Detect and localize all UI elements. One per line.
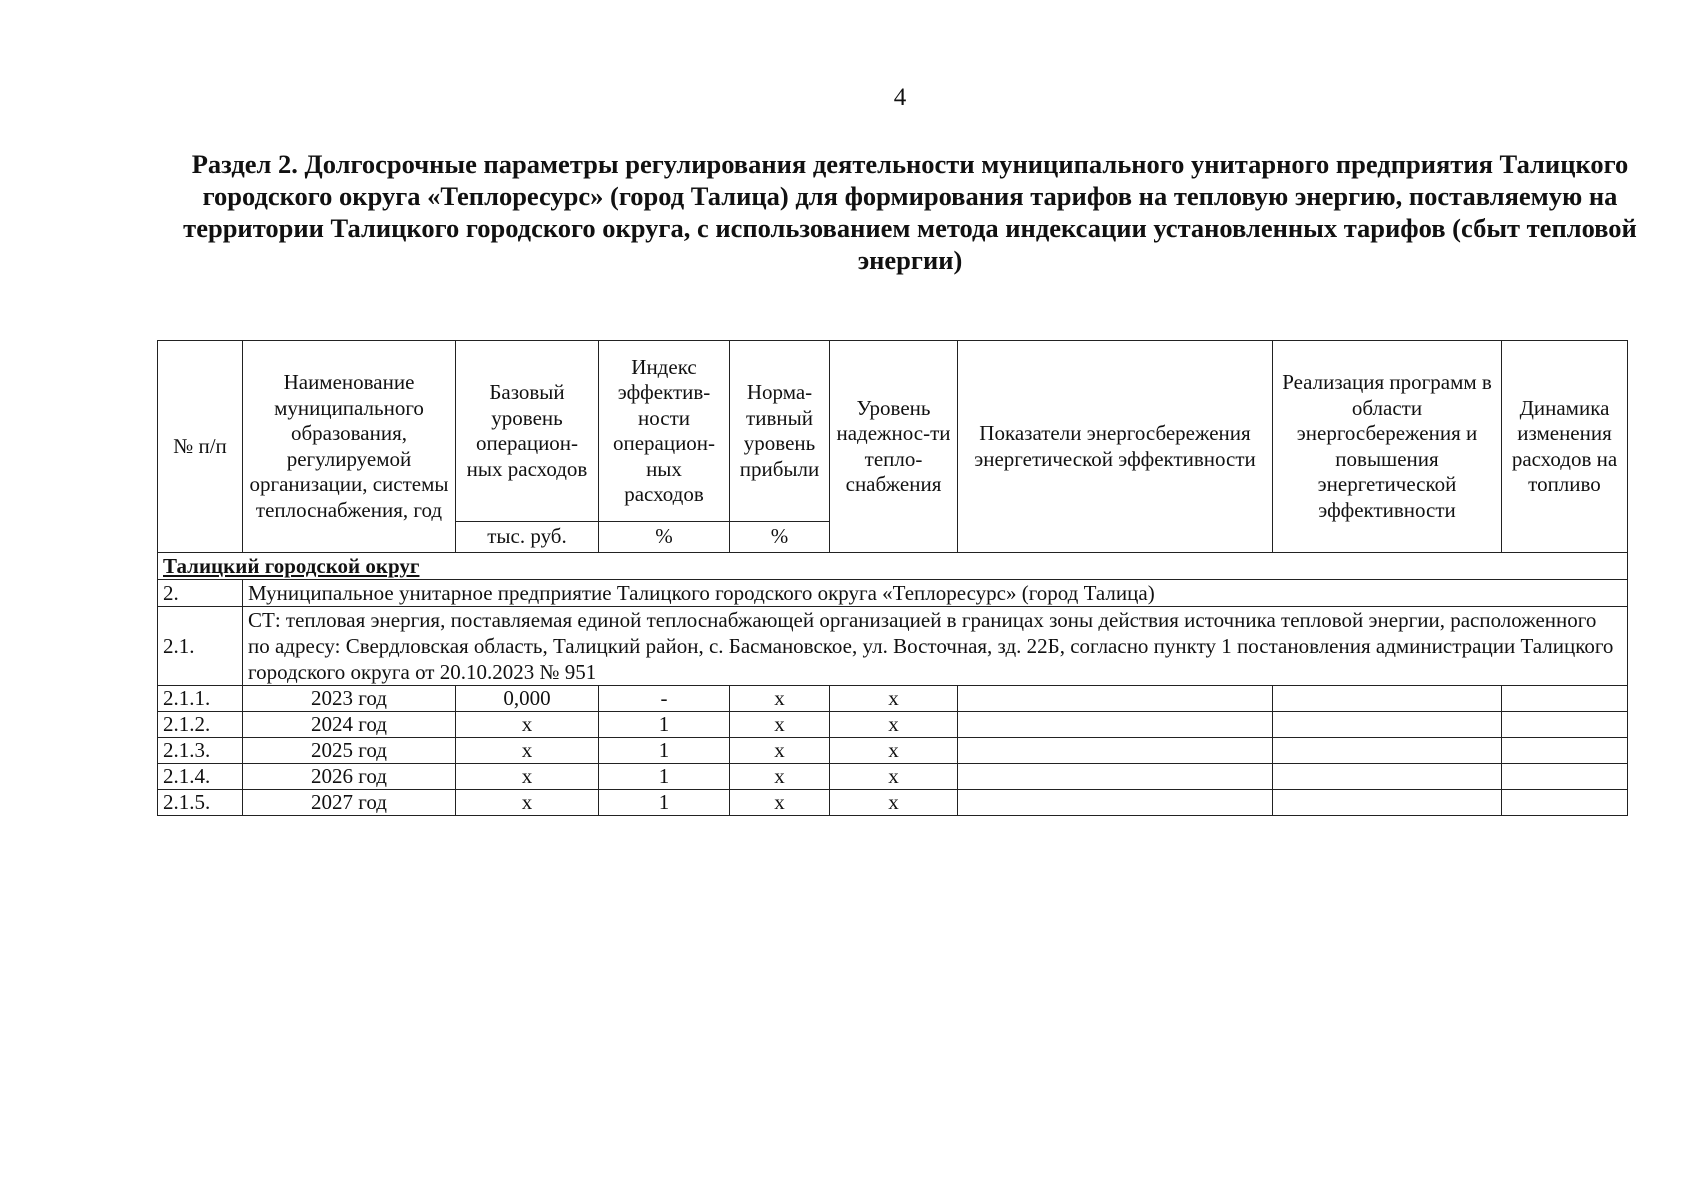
row-energy-saving xyxy=(958,790,1273,816)
header-name: Наименование муниципального образования, регулируемой организации, системы теплоснабжения, год xyxy=(243,341,456,553)
header-base-opex: Базовый уровень операцион-ных расходов xyxy=(456,341,599,522)
table-row xyxy=(158,738,1628,764)
row-programs xyxy=(1273,738,1502,764)
row-base-opex: х xyxy=(456,764,599,790)
row-energy-saving xyxy=(958,764,1273,790)
row-fuel-dynamics xyxy=(1502,712,1628,738)
row-num: 2.1.5. xyxy=(158,790,243,816)
unit-normative-profit: % xyxy=(730,522,830,553)
row-efficiency-index: 1 xyxy=(599,738,730,764)
row-programs xyxy=(1273,686,1502,712)
row-base-opex: х xyxy=(456,712,599,738)
row-fuel-dynamics xyxy=(1502,686,1628,712)
header-normative-profit: Норма-тивный уровень прибыли xyxy=(730,341,830,522)
row-reliability: х xyxy=(830,790,958,816)
row-reliability: х xyxy=(830,686,958,712)
row-efficiency-index: 1 xyxy=(599,712,730,738)
row-programs xyxy=(1273,712,1502,738)
system-num: 2.1. xyxy=(158,607,243,686)
row-normative-profit: х xyxy=(730,712,830,738)
header-num: № п/п xyxy=(158,341,243,553)
table-row xyxy=(158,686,1628,712)
row-num: 2.1.1. xyxy=(158,686,243,712)
header-fuel-dynamics: Динамика изменения расходов на топливо xyxy=(1502,341,1628,553)
row-normative-profit: х xyxy=(730,764,830,790)
header-energy-saving: Показатели энергосбережения энергетической эффективности xyxy=(958,341,1273,553)
page-number: 4 xyxy=(893,84,907,111)
table-row xyxy=(158,764,1628,790)
header-reliability: Уровень надежнос-ти тепло-снабжения xyxy=(830,341,958,553)
row-energy-saving xyxy=(958,738,1273,764)
row-programs xyxy=(1273,764,1502,790)
row-year: 2025 год xyxy=(243,738,456,764)
row-normative-profit: х xyxy=(730,790,830,816)
table-row xyxy=(158,790,1628,816)
row-base-opex: 0,000 xyxy=(456,686,599,712)
unit-base-opex: тыс. руб. xyxy=(456,522,599,553)
row-energy-saving xyxy=(958,686,1273,712)
row-base-opex: х xyxy=(456,790,599,816)
row-fuel-dynamics xyxy=(1502,790,1628,816)
row-normative-profit: х xyxy=(730,686,830,712)
row-num: 2.1.4. xyxy=(158,764,243,790)
header-programs: Реализация программ в области энергосбережения и повышения энергетической эффективности xyxy=(1273,341,1502,553)
row-normative-profit: х xyxy=(730,738,830,764)
unit-efficiency-index: % xyxy=(599,522,730,553)
row-reliability: х xyxy=(830,712,958,738)
table-row xyxy=(158,712,1628,738)
header-efficiency-index: Индекс эффектив-ности операцион-ных расходов xyxy=(599,341,730,522)
row-year: 2026 год xyxy=(243,764,456,790)
org-name: Муниципальное унитарное предприятие Талицкого городского округа «Теплоресурс» (город Талица) xyxy=(243,580,1628,607)
system-description: СТ: тепловая энергия, поставляемая единой теплоснабжающей организацией в границах зоны действия источника тепловой энергии, расположенного по адресу: Свердловская область, Талицкий район, с. Басмановское, ул. Восточная, зд. 22Б, согласно пункту 1 постановления администрации Талицкого городского округа от 20.10.2023 № 951 xyxy=(243,607,1628,686)
row-year: 2024 год xyxy=(243,712,456,738)
district-name: Талицкий городской округ xyxy=(158,553,1628,580)
row-programs xyxy=(1273,790,1502,816)
row-reliability: х xyxy=(830,764,958,790)
row-reliability: х xyxy=(830,738,958,764)
row-num: 2.1.3. xyxy=(158,738,243,764)
row-efficiency-index: - xyxy=(599,686,730,712)
row-fuel-dynamics xyxy=(1502,738,1628,764)
row-base-opex: х xyxy=(456,738,599,764)
row-num: 2.1.2. xyxy=(158,712,243,738)
row-energy-saving xyxy=(958,712,1273,738)
org-num: 2. xyxy=(158,580,243,607)
row-year: 2023 год xyxy=(243,686,456,712)
row-efficiency-index: 1 xyxy=(599,764,730,790)
parameters-table xyxy=(157,340,1628,816)
row-year: 2027 год xyxy=(243,790,456,816)
section-title: Раздел 2. Долгосрочные параметры регулирования деятельности муниципального унитарного предприятия Талицкого городского округа «Теплоресурс» (город Талица) для формирования тарифов на тепловую энергию, поставляемую на территории Талицкого городского округа, с использованием метода индексации установленных тарифов (сбыт тепловой энергии) xyxy=(183,149,1637,275)
row-efficiency-index: 1 xyxy=(599,790,730,816)
row-fuel-dynamics xyxy=(1502,764,1628,790)
